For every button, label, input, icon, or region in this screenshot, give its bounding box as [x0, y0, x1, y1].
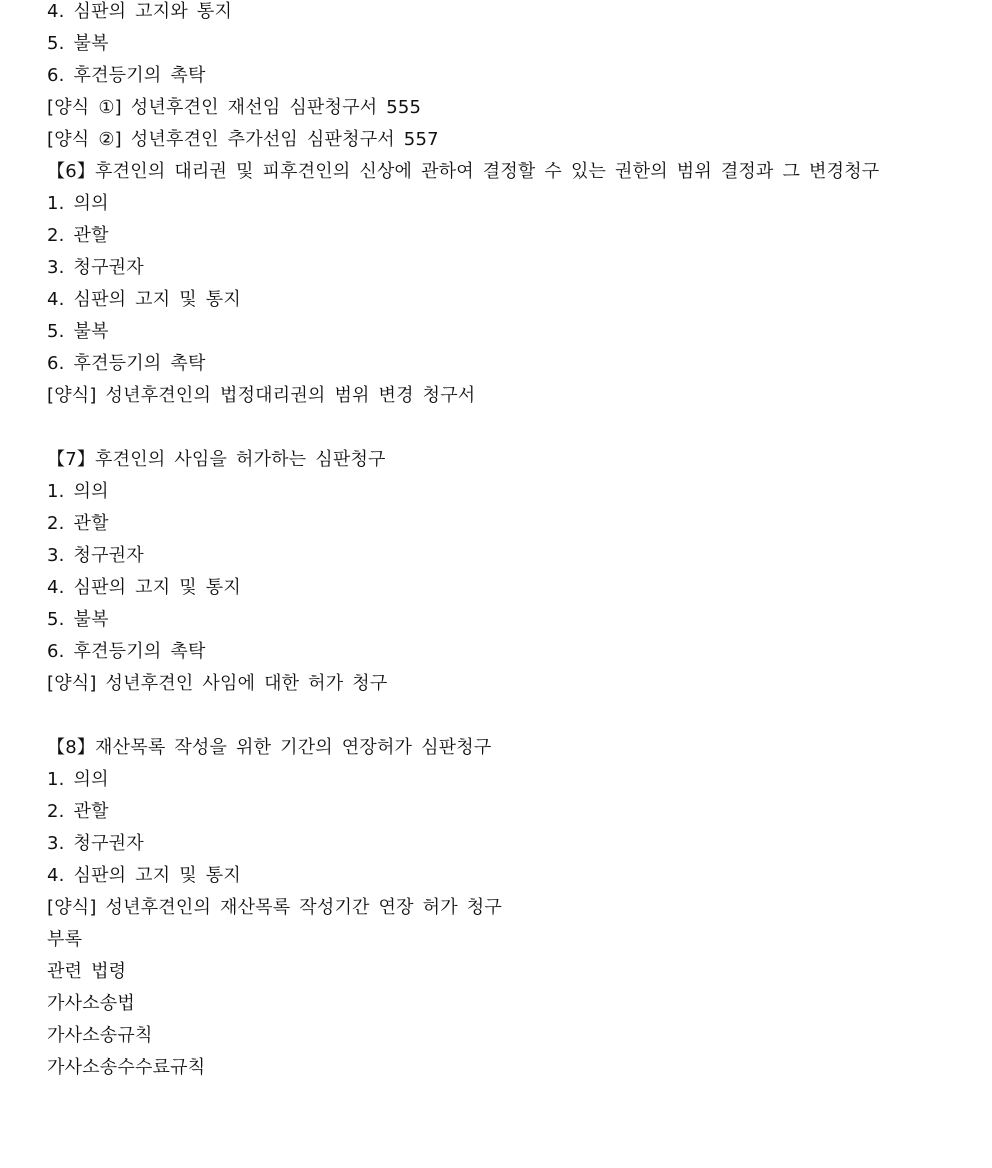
text-line: 6. 후견등기의 촉탁	[47, 641, 206, 662]
form-reference-line: [양식 ①] 성년후견인 재선임 심판청구서 555	[47, 97, 422, 118]
form-reference-line: [양식] 성년후견인 사임에 대한 허가 청구	[47, 673, 388, 694]
text-line: 가사소송법	[47, 993, 135, 1014]
form-reference-line: [양식] 성년후견인의 재산목록 작성기간 연장 허가 청구	[47, 897, 502, 918]
text-line: 1. 의의	[47, 769, 109, 790]
text-line: 6. 후견등기의 촉탁	[47, 353, 206, 374]
section-heading: 【8】재산목록 작성을 위한 기간의 연장허가 심판청구	[47, 737, 492, 758]
section-heading: 【7】후견인의 사임을 허가하는 심판청구	[47, 449, 386, 470]
text-line: 3. 청구권자	[47, 545, 144, 566]
text-line: 4. 심판의 고지 및 통지	[47, 289, 241, 310]
document-page	[47, 0, 967, 1084]
blank-line	[47, 700, 967, 732]
text-line: 가사소송수수료규칙	[47, 1057, 206, 1078]
text-line: 1. 의의	[47, 481, 109, 502]
text-line: 3. 청구권자	[47, 257, 144, 278]
text-line: 4. 심판의 고지 및 통지	[47, 577, 241, 598]
text-line: 5. 불복	[47, 33, 109, 54]
text-line: 5. 불복	[47, 321, 109, 342]
text-line: 관련 법령	[47, 961, 127, 982]
text-line: 4. 심판의 고지와 통지	[47, 1, 233, 22]
text-line: 3. 청구권자	[47, 833, 144, 854]
form-reference-line: [양식 ②] 성년후견인 추가선임 심판청구서 557	[47, 129, 439, 150]
text-line: 2. 관할	[47, 225, 109, 246]
text-line: 5. 불복	[47, 609, 109, 630]
text-line: 2. 관할	[47, 513, 109, 534]
text-line: 2. 관할	[47, 801, 109, 822]
text-line: 가사소송규칙	[47, 1025, 153, 1046]
text-line: 1. 의의	[47, 193, 109, 214]
text-line: 4. 심판의 고지 및 통지	[47, 865, 241, 886]
text-line: 6. 후견등기의 촉탁	[47, 65, 206, 86]
section-heading: 【6】후견인의 대리권 및 피후견인의 신상에 관하여 결정할 수 있는 권한의 범위 결정과 그 변경청구	[47, 161, 880, 182]
appendix-heading: 부록	[47, 929, 83, 950]
form-reference-line: [양식] 성년후견인의 법정대리권의 범위 변경 청구서	[47, 385, 476, 406]
blank-line	[47, 412, 967, 444]
